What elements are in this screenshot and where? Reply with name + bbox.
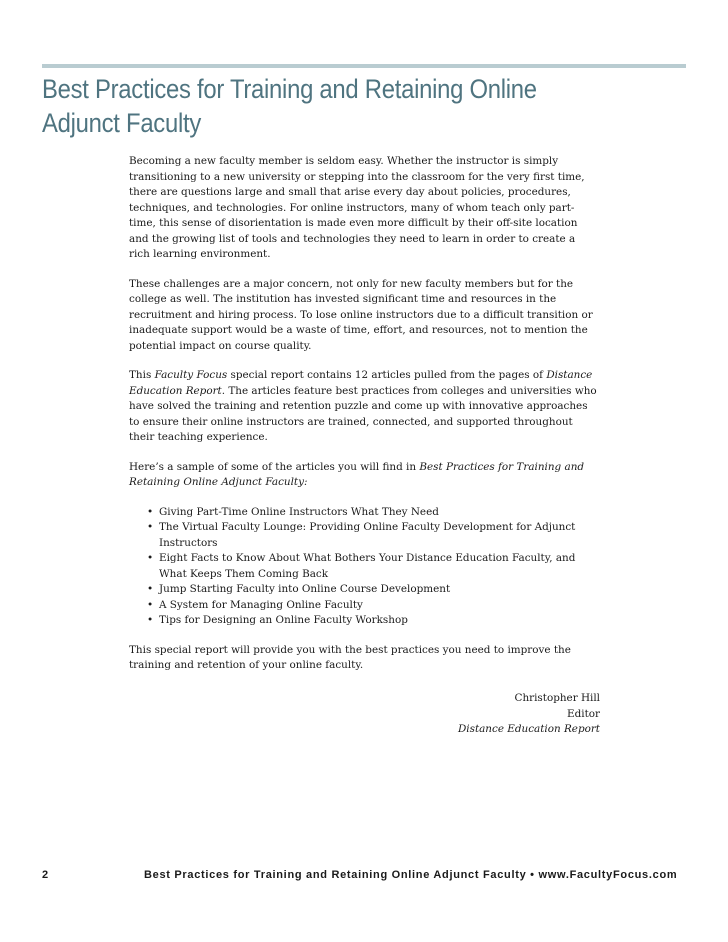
list-item: • Jump Starting Faculty into Online Course Development xyxy=(147,582,599,598)
paragraph-intro: Becoming a new faculty member is seldom easy. Whether the instructor is simply transitioning to a new university or stepping into the classroom for the very first time, there are questions large and small that arise every day about policies, procedures, techniques, and technologies. For online instructors, many of whom teach only part-time, this sense of disorientation is made even more difficult by their off-site location and the growing list of tools and technologies they need to learn in order to create a rich learning environment. xyxy=(129,155,585,260)
editor-role: Editor xyxy=(567,707,600,720)
paragraph-sample-intro xyxy=(129,460,599,491)
page-number: 2 xyxy=(42,869,49,881)
list-item: • Giving Part-Time Online Instructors What They Need xyxy=(147,505,599,521)
text-segment: Here’s a sample of some of the articles you will find in xyxy=(129,460,420,473)
editor-signature xyxy=(330,691,600,738)
paragraph-challenges: These challenges are a major concern, not only for new faculty members but for the college as well. The institution has invested significant time and resources in the recruitment and hiring process. To lose online instructors due to a difficult transition or inadequate support would be a waste of time, effort, and resources, not to mention the potential impact on course quality. xyxy=(129,277,593,352)
text-segment: This xyxy=(129,369,155,381)
list-item: • Tips for Designing an Online Faculty Workshop xyxy=(147,613,599,629)
list-item: • Eight Facts to Know About What Bothers Your Distance Education Faculty, and What Keeps Them Coming Back xyxy=(147,551,599,582)
publication-name-faculty-focus: Faculty Focus xyxy=(154,369,228,381)
article-list xyxy=(147,505,599,629)
footer-text: Best Practices for Training and Retaining Online Adjunct Faculty • www.FacultyFocus.com xyxy=(144,869,678,881)
text-segment: . The articles feature best practices from colleges and universities who have solved the training and retention puzzle and come up with innovative approaches to ensure their online instructors are trained, connected, and supported throughout their teaching experience. xyxy=(129,384,597,443)
text-segment: special report contains 12 articles pulled from the pages of xyxy=(227,369,547,381)
paragraph-report-description xyxy=(129,368,599,446)
list-item: • A System for Managing Online Faculty xyxy=(147,598,599,614)
page-title: Best Practices for Training and Retaining Online Adjunct Faculty xyxy=(42,74,537,138)
editor-publication: Distance Education Report xyxy=(457,723,600,735)
article-body xyxy=(129,154,599,688)
paragraph-closing: This special report will provide you with the best practices you need to improve the training and retention of your online faculty. xyxy=(129,643,571,671)
publication-name-distance-education-report: Distance Education Report xyxy=(129,369,593,397)
report-title-italic: Best Practices for Training and Retaining Online Adjunct Faculty: xyxy=(129,460,585,488)
list-item: • The Virtual Faculty Lounge: Providing Online Faculty Development for Adjunct Instructors xyxy=(147,520,599,551)
header-rule xyxy=(42,64,686,68)
editor-name: Christopher Hill xyxy=(514,692,600,704)
